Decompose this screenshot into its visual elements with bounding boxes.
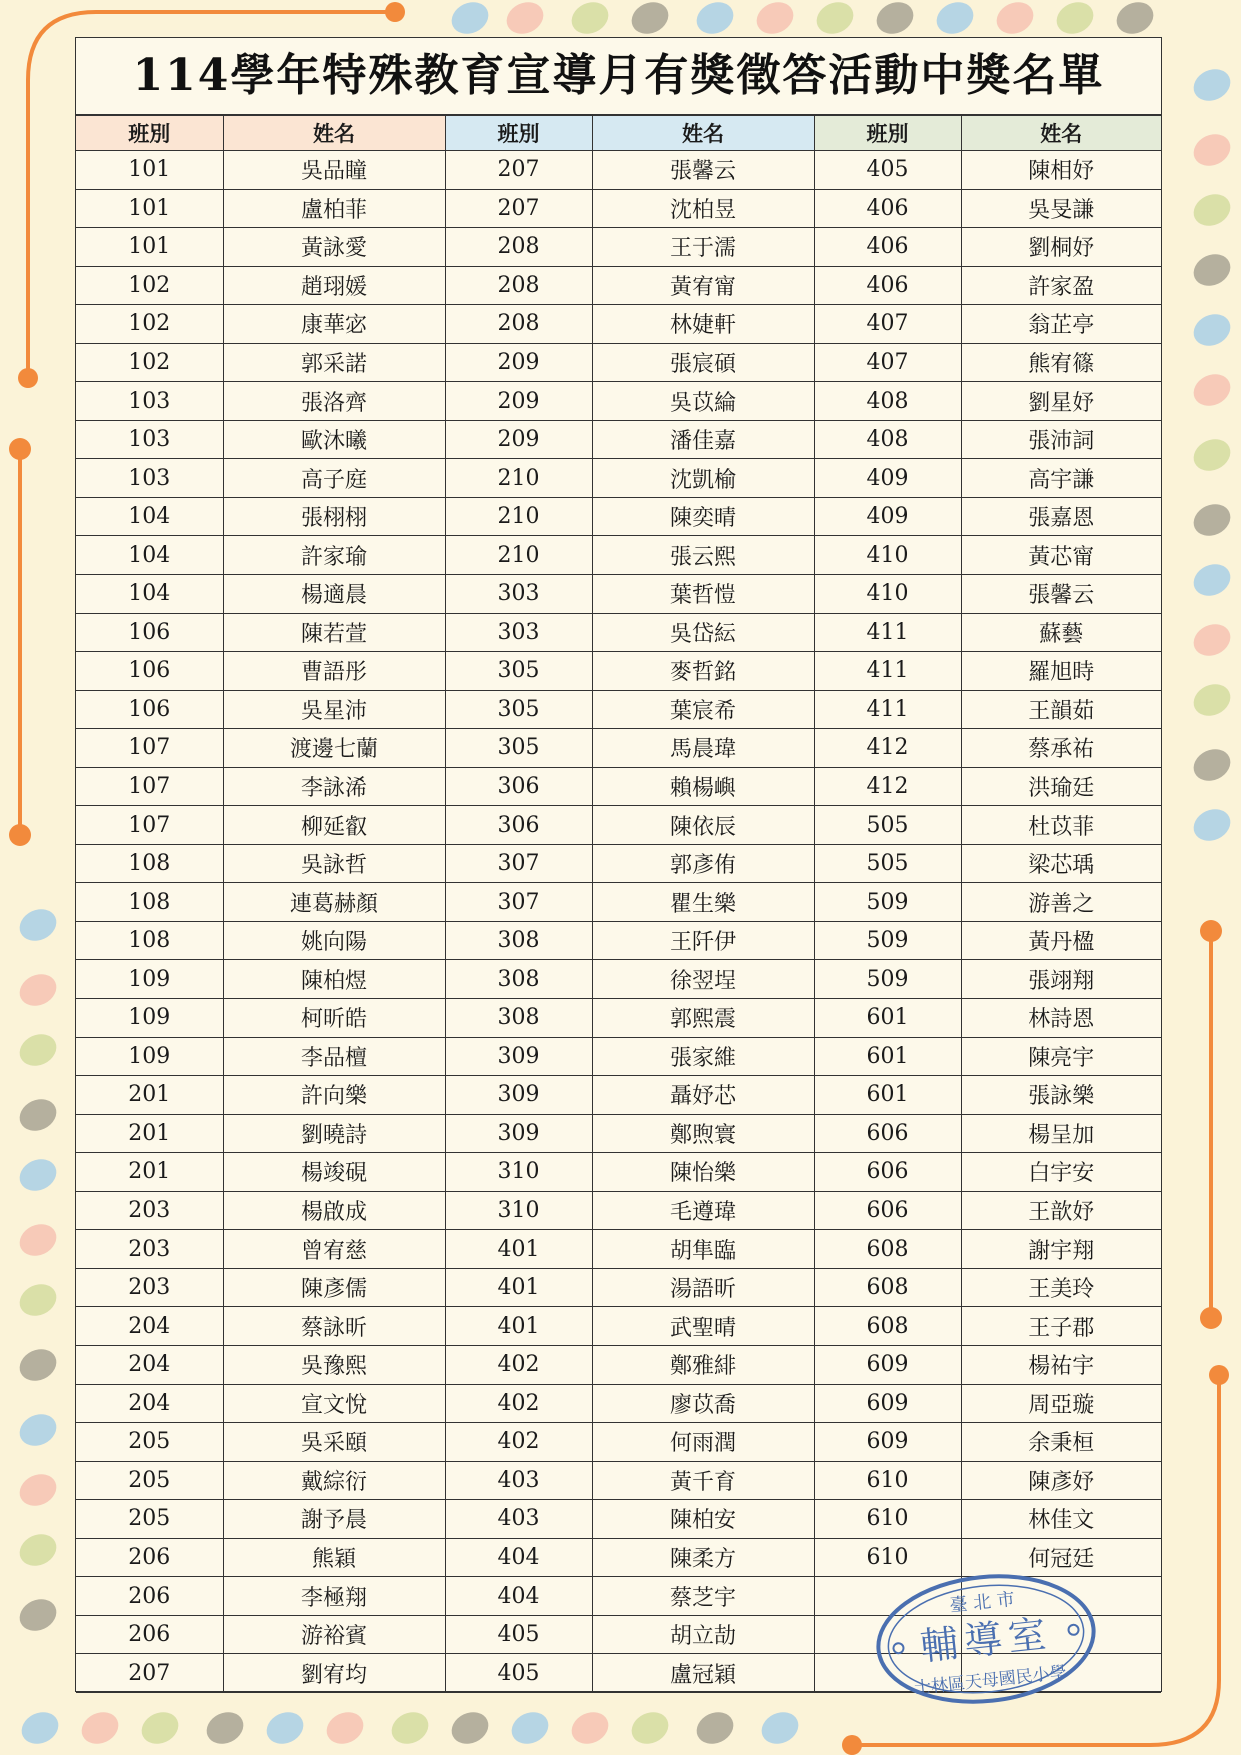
cell-class-3: 411 — [814, 652, 961, 691]
cell-name-1: 楊適晨 — [223, 575, 445, 614]
cell-name-1: 歐沐曦 — [223, 420, 445, 459]
table-row — [76, 806, 1161, 845]
table-row — [76, 1191, 1161, 1230]
table-row — [76, 459, 1161, 498]
cell-name-3: 蘇藝 — [961, 613, 1161, 652]
cell-class-2: 401 — [445, 1230, 592, 1269]
cell-class-1: 109 — [76, 960, 223, 999]
table-row — [76, 729, 1161, 768]
cell-class-1: 203 — [76, 1230, 223, 1269]
cell-name-1: 吳品瞳 — [223, 151, 445, 190]
cell-name-2: 沈凱榆 — [592, 459, 814, 498]
cell-class-1: 106 — [76, 613, 223, 652]
cell-class-2: 404 — [445, 1538, 592, 1577]
cell-name-1: 游裕賓 — [223, 1615, 445, 1654]
cell-name-1: 渡邊七蘭 — [223, 729, 445, 768]
cell-name-1: 蔡詠昕 — [223, 1307, 445, 1346]
cell-name-3: 楊祐宇 — [961, 1345, 1161, 1384]
header-class-1: 班別 — [76, 116, 223, 151]
cell-class-3: 601 — [814, 999, 961, 1038]
cell-name-1: 張栩栩 — [223, 497, 445, 536]
cell-class-3: 608 — [814, 1230, 961, 1269]
stamp-center-text: 輔導室 — [918, 1611, 1055, 1669]
cell-class-3: 606 — [814, 1191, 961, 1230]
cell-class-1: 206 — [76, 1577, 223, 1616]
cell-class-3: 405 — [814, 151, 961, 190]
cell-name-2: 瞿生樂 — [592, 883, 814, 922]
cell-class-2: 210 — [445, 459, 592, 498]
cell-name-2: 郭熙震 — [592, 999, 814, 1038]
cell-name-3: 張馨云 — [961, 575, 1161, 614]
cell-class-2: 402 — [445, 1384, 592, 1423]
cell-name-1: 熊穎 — [223, 1538, 445, 1577]
cell-name-3: 王韻茹 — [961, 690, 1161, 729]
cell-name-3: 張沛詞 — [961, 420, 1161, 459]
cell-name-2: 陳依辰 — [592, 806, 814, 845]
cell-class-3: 601 — [814, 1037, 961, 1076]
cell-class-2: 306 — [445, 806, 592, 845]
page-title: 114學年特殊教育宣導月有獎徵答活動中獎名單 — [76, 38, 1161, 115]
cell-name-2: 馬晨瑋 — [592, 729, 814, 768]
cell-class-3: 409 — [814, 497, 961, 536]
cell-name-3: 白宇安 — [961, 1153, 1161, 1192]
cell-name-3: 陳彥妤 — [961, 1461, 1161, 1500]
header-name-2: 姓名 — [592, 116, 814, 151]
table-row — [76, 652, 1161, 691]
cell-name-3: 楊呈加 — [961, 1114, 1161, 1153]
cell-name-2: 張家維 — [592, 1037, 814, 1076]
cell-name-1: 劉宥均 — [223, 1654, 445, 1693]
cell-name-3: 王歆妤 — [961, 1191, 1161, 1230]
cell-class-1: 206 — [76, 1615, 223, 1654]
cell-name-2: 吳岱紜 — [592, 613, 814, 652]
cell-name-2: 麥哲銘 — [592, 652, 814, 691]
cell-name-3: 張翊翔 — [961, 960, 1161, 999]
cell-class-2: 305 — [445, 729, 592, 768]
cell-class-2: 307 — [445, 844, 592, 883]
table-row — [76, 1461, 1161, 1500]
cell-class-1: 203 — [76, 1268, 223, 1307]
header-class-2: 班別 — [445, 116, 592, 151]
header-class-3: 班別 — [814, 116, 961, 151]
cell-name-2: 張云熙 — [592, 536, 814, 575]
cell-name-3: 林詩恩 — [961, 999, 1161, 1038]
table-row — [76, 536, 1161, 575]
cell-class-3: 406 — [814, 228, 961, 267]
table-row — [76, 1037, 1161, 1076]
cell-name-3: 劉星妤 — [961, 382, 1161, 421]
cell-name-2: 黃宥甯 — [592, 266, 814, 305]
cell-name-2: 郭彥侑 — [592, 844, 814, 883]
cell-name-3: 游善之 — [961, 883, 1161, 922]
cell-name-1: 趙珝媛 — [223, 266, 445, 305]
cell-name-2: 葉哲愷 — [592, 575, 814, 614]
cell-name-2: 鄭雅緋 — [592, 1345, 814, 1384]
table-row — [76, 1500, 1161, 1539]
cell-class-2: 310 — [445, 1191, 592, 1230]
cell-class-3: 509 — [814, 883, 961, 922]
cell-class-1: 201 — [76, 1153, 223, 1192]
cell-class-2: 209 — [445, 420, 592, 459]
cell-class-2: 402 — [445, 1345, 592, 1384]
cell-name-3: 謝宇翔 — [961, 1230, 1161, 1269]
cell-name-1: 盧柏菲 — [223, 189, 445, 228]
cell-name-3: 蔡承祐 — [961, 729, 1161, 768]
cell-name-2: 聶妤芯 — [592, 1076, 814, 1115]
cell-name-2: 張宸碩 — [592, 343, 814, 382]
cell-class-3: 407 — [814, 305, 961, 344]
cell-class-3: 406 — [814, 189, 961, 228]
cell-name-1: 陳彥儒 — [223, 1268, 445, 1307]
table-row — [76, 1230, 1161, 1269]
cell-class-3: 601 — [814, 1076, 961, 1115]
header-name-1: 姓名 — [223, 116, 445, 151]
cell-name-2: 黃千育 — [592, 1461, 814, 1500]
cell-class-2: 308 — [445, 921, 592, 960]
cell-name-1: 曹語彤 — [223, 652, 445, 691]
cell-class-2: 209 — [445, 382, 592, 421]
cell-name-3: 劉桐妤 — [961, 228, 1161, 267]
cell-class-2: 401 — [445, 1307, 592, 1346]
cell-name-3: 周亞璇 — [961, 1384, 1161, 1423]
stamp-bottom-text: 士林區天母國民小學 — [913, 1662, 1068, 1699]
cell-name-2: 盧冠穎 — [592, 1654, 814, 1693]
cell-class-1: 203 — [76, 1191, 223, 1230]
cell-class-3: 411 — [814, 613, 961, 652]
table-row — [76, 189, 1161, 228]
cell-name-2: 胡隼臨 — [592, 1230, 814, 1269]
cell-class-1: 205 — [76, 1500, 223, 1539]
cell-name-1: 吳采頤 — [223, 1423, 445, 1462]
cell-name-3: 洪瑜廷 — [961, 767, 1161, 806]
cell-name-2: 賴楊嶼 — [592, 767, 814, 806]
cell-name-2: 潘佳嘉 — [592, 420, 814, 459]
table-row — [76, 228, 1161, 267]
cell-class-3: 408 — [814, 420, 961, 459]
table-row — [76, 343, 1161, 382]
cell-name-1: 李極翔 — [223, 1577, 445, 1616]
cell-class-1: 104 — [76, 575, 223, 614]
cell-class-2: 305 — [445, 652, 592, 691]
cell-class-2: 403 — [445, 1500, 592, 1539]
cell-class-1: 206 — [76, 1538, 223, 1577]
cell-class-1: 204 — [76, 1345, 223, 1384]
cell-name-3: 黃丹楹 — [961, 921, 1161, 960]
cell-name-1: 陳若萱 — [223, 613, 445, 652]
cell-class-3: 407 — [814, 343, 961, 382]
cell-name-1: 吳豫熙 — [223, 1345, 445, 1384]
table-row — [76, 382, 1161, 421]
table-row — [76, 960, 1161, 999]
table-row — [76, 151, 1161, 190]
cell-class-2: 309 — [445, 1114, 592, 1153]
table-row — [76, 1268, 1161, 1307]
cell-class-1: 101 — [76, 151, 223, 190]
winners-table — [76, 115, 1161, 1693]
cell-name-1: 郭采諾 — [223, 343, 445, 382]
cell-class-2: 305 — [445, 690, 592, 729]
cell-class-3: 610 — [814, 1538, 961, 1577]
table-row — [76, 1307, 1161, 1346]
table-row — [76, 1114, 1161, 1153]
cell-class-1: 103 — [76, 382, 223, 421]
cell-class-2: 401 — [445, 1268, 592, 1307]
cell-class-3: 609 — [814, 1423, 961, 1462]
cell-name-3: 熊宥篠 — [961, 343, 1161, 382]
cell-name-1: 吳星沛 — [223, 690, 445, 729]
cell-class-2: 207 — [445, 151, 592, 190]
cell-name-3: 高宇謙 — [961, 459, 1161, 498]
cell-name-2: 林婕軒 — [592, 305, 814, 344]
cell-class-1: 102 — [76, 305, 223, 344]
cell-name-2: 陳柔方 — [592, 1538, 814, 1577]
cell-name-3: 翁芷亭 — [961, 305, 1161, 344]
cell-name-1: 陳柏煜 — [223, 960, 445, 999]
cell-name-1: 楊啟成 — [223, 1191, 445, 1230]
cell-name-2: 沈柏昱 — [592, 189, 814, 228]
cell-name-1: 宣文悅 — [223, 1384, 445, 1423]
cell-name-3: 吳旻謙 — [961, 189, 1161, 228]
cell-class-1: 102 — [76, 343, 223, 382]
cell-name-2: 陳怡樂 — [592, 1153, 814, 1192]
stamp-top-text: 臺 北 市 — [948, 1588, 1016, 1617]
cell-class-1: 101 — [76, 228, 223, 267]
cell-class-2: 404 — [445, 1577, 592, 1616]
cell-class-2: 210 — [445, 536, 592, 575]
table-row — [76, 883, 1161, 922]
table-row — [76, 921, 1161, 960]
cell-name-3: 陳相妤 — [961, 151, 1161, 190]
cell-class-1: 101 — [76, 189, 223, 228]
cell-class-2: 307 — [445, 883, 592, 922]
cell-name-1: 黃詠愛 — [223, 228, 445, 267]
cell-name-2: 張馨云 — [592, 151, 814, 190]
cell-class-1: 204 — [76, 1384, 223, 1423]
cell-class-3: 410 — [814, 575, 961, 614]
cell-class-1: 207 — [76, 1654, 223, 1693]
header-name-3: 姓名 — [961, 116, 1161, 151]
cell-class-3: 410 — [814, 536, 961, 575]
cell-class-2: 210 — [445, 497, 592, 536]
cell-name-1: 曾宥慈 — [223, 1230, 445, 1269]
cell-class-3: 606 — [814, 1114, 961, 1153]
cell-name-1: 姚向陽 — [223, 921, 445, 960]
table-row — [76, 1076, 1161, 1115]
cell-name-3: 杜苡菲 — [961, 806, 1161, 845]
cell-class-1: 204 — [76, 1307, 223, 1346]
cell-name-2: 何雨潤 — [592, 1423, 814, 1462]
cell-name-1: 連葛赫顏 — [223, 883, 445, 922]
cell-class-2: 303 — [445, 613, 592, 652]
cell-name-2: 陳柏安 — [592, 1500, 814, 1539]
cell-class-1: 201 — [76, 1076, 223, 1115]
cell-class-2: 208 — [445, 228, 592, 267]
cell-name-2: 徐翌埕 — [592, 960, 814, 999]
cell-name-2: 葉宸希 — [592, 690, 814, 729]
table-row — [76, 1345, 1161, 1384]
table-row — [76, 305, 1161, 344]
cell-class-2: 207 — [445, 189, 592, 228]
cell-class-1: 103 — [76, 459, 223, 498]
cell-class-1: 201 — [76, 1114, 223, 1153]
cell-class-1: 102 — [76, 266, 223, 305]
cell-class-2: 310 — [445, 1153, 592, 1192]
cell-name-2: 王阡伊 — [592, 921, 814, 960]
cell-class-1: 109 — [76, 999, 223, 1038]
cell-class-2: 309 — [445, 1076, 592, 1115]
cell-name-3: 王美玲 — [961, 1268, 1161, 1307]
cell-class-3: 411 — [814, 690, 961, 729]
cell-name-2: 湯語昕 — [592, 1268, 814, 1307]
cell-class-1: 108 — [76, 921, 223, 960]
cell-class-1: 107 — [76, 729, 223, 768]
cell-class-2: 309 — [445, 1037, 592, 1076]
cell-class-1: 106 — [76, 690, 223, 729]
cell-name-1: 楊竣硯 — [223, 1153, 445, 1192]
cell-name-2: 毛遵瑋 — [592, 1191, 814, 1230]
cell-class-3: 608 — [814, 1268, 961, 1307]
cell-class-1: 104 — [76, 497, 223, 536]
cell-class-1: 107 — [76, 767, 223, 806]
cell-class-3: 408 — [814, 382, 961, 421]
cell-name-3: 張詠樂 — [961, 1076, 1161, 1115]
cell-class-3: 610 — [814, 1500, 961, 1539]
cell-name-3: 陳亮宇 — [961, 1037, 1161, 1076]
cell-class-1: 104 — [76, 536, 223, 575]
table-row — [76, 999, 1161, 1038]
cell-class-3: 610 — [814, 1461, 961, 1500]
cell-class-2: 403 — [445, 1461, 592, 1500]
table-row — [76, 690, 1161, 729]
cell-class-3: 609 — [814, 1345, 961, 1384]
cell-class-2: 303 — [445, 575, 592, 614]
cell-name-2: 武聖晴 — [592, 1307, 814, 1346]
cell-class-3: 606 — [814, 1153, 961, 1192]
cell-class-2: 402 — [445, 1423, 592, 1462]
cell-name-2: 吳苡綸 — [592, 382, 814, 421]
cell-class-2: 308 — [445, 999, 592, 1038]
table-row — [76, 1153, 1161, 1192]
cell-name-1: 柯昕皓 — [223, 999, 445, 1038]
cell-class-1: 106 — [76, 652, 223, 691]
table-row — [76, 613, 1161, 652]
office-stamp — [870, 1568, 1102, 1710]
cell-name-1: 高子庭 — [223, 459, 445, 498]
cell-name-3: 羅旭時 — [961, 652, 1161, 691]
table-row — [76, 767, 1161, 806]
table-row — [76, 420, 1161, 459]
table-row — [76, 497, 1161, 536]
cell-class-3: 406 — [814, 266, 961, 305]
cell-name-1: 康華宓 — [223, 305, 445, 344]
cell-class-1: 103 — [76, 420, 223, 459]
cell-name-1: 李詠浠 — [223, 767, 445, 806]
cell-class-1: 205 — [76, 1423, 223, 1462]
cell-class-1: 205 — [76, 1461, 223, 1500]
cell-name-2: 廖苡喬 — [592, 1384, 814, 1423]
cell-name-1: 李品檀 — [223, 1037, 445, 1076]
cell-name-3: 余秉桓 — [961, 1423, 1161, 1462]
cell-class-3: 409 — [814, 459, 961, 498]
table-row — [76, 266, 1161, 305]
cell-class-3: 505 — [814, 806, 961, 845]
cell-name-1: 許向樂 — [223, 1076, 445, 1115]
cell-class-2: 208 — [445, 266, 592, 305]
cell-name-3: 王子郡 — [961, 1307, 1161, 1346]
cell-name-2: 鄭煦寰 — [592, 1114, 814, 1153]
table-row — [76, 575, 1161, 614]
cell-name-1: 劉曉詩 — [223, 1114, 445, 1153]
cell-name-2: 王于濡 — [592, 228, 814, 267]
table-row — [76, 1384, 1161, 1423]
cell-name-1: 吳詠哲 — [223, 844, 445, 883]
cell-class-3: 412 — [814, 729, 961, 768]
cell-name-1: 許家瑜 — [223, 536, 445, 575]
cell-class-3: 509 — [814, 921, 961, 960]
cell-name-1: 柳延叡 — [223, 806, 445, 845]
cell-class-2: 209 — [445, 343, 592, 382]
cell-name-3: 梁芯瑀 — [961, 844, 1161, 883]
cell-name-2: 蔡芝宇 — [592, 1577, 814, 1616]
cell-name-3: 黃芯甯 — [961, 536, 1161, 575]
cell-name-2: 陳奕晴 — [592, 497, 814, 536]
cell-name-3: 張嘉恩 — [961, 497, 1161, 536]
table-row — [76, 844, 1161, 883]
cell-class-2: 306 — [445, 767, 592, 806]
cell-name-3: 許家盈 — [961, 266, 1161, 305]
cell-class-1: 108 — [76, 844, 223, 883]
cell-name-1: 張洛齊 — [223, 382, 445, 421]
cell-class-2: 308 — [445, 960, 592, 999]
cell-class-1: 108 — [76, 883, 223, 922]
table-header-row — [76, 116, 1161, 151]
cell-name-3: 何冠廷 — [961, 1538, 1161, 1577]
cell-class-3: 505 — [814, 844, 961, 883]
cell-class-3: 609 — [814, 1384, 961, 1423]
cell-class-3: 608 — [814, 1307, 961, 1346]
table-row — [76, 1423, 1161, 1462]
cell-class-2: 405 — [445, 1615, 592, 1654]
cell-class-3: 412 — [814, 767, 961, 806]
cell-class-1: 107 — [76, 806, 223, 845]
cell-name-2: 胡立劼 — [592, 1615, 814, 1654]
cell-name-1: 謝予晨 — [223, 1500, 445, 1539]
cell-class-2: 405 — [445, 1654, 592, 1693]
cell-name-3: 林佳文 — [961, 1500, 1161, 1539]
cell-name-1: 戴綜衍 — [223, 1461, 445, 1500]
cell-class-3: 509 — [814, 960, 961, 999]
cell-class-2: 208 — [445, 305, 592, 344]
cell-class-1: 109 — [76, 1037, 223, 1076]
award-list-sheet — [75, 37, 1162, 1692]
